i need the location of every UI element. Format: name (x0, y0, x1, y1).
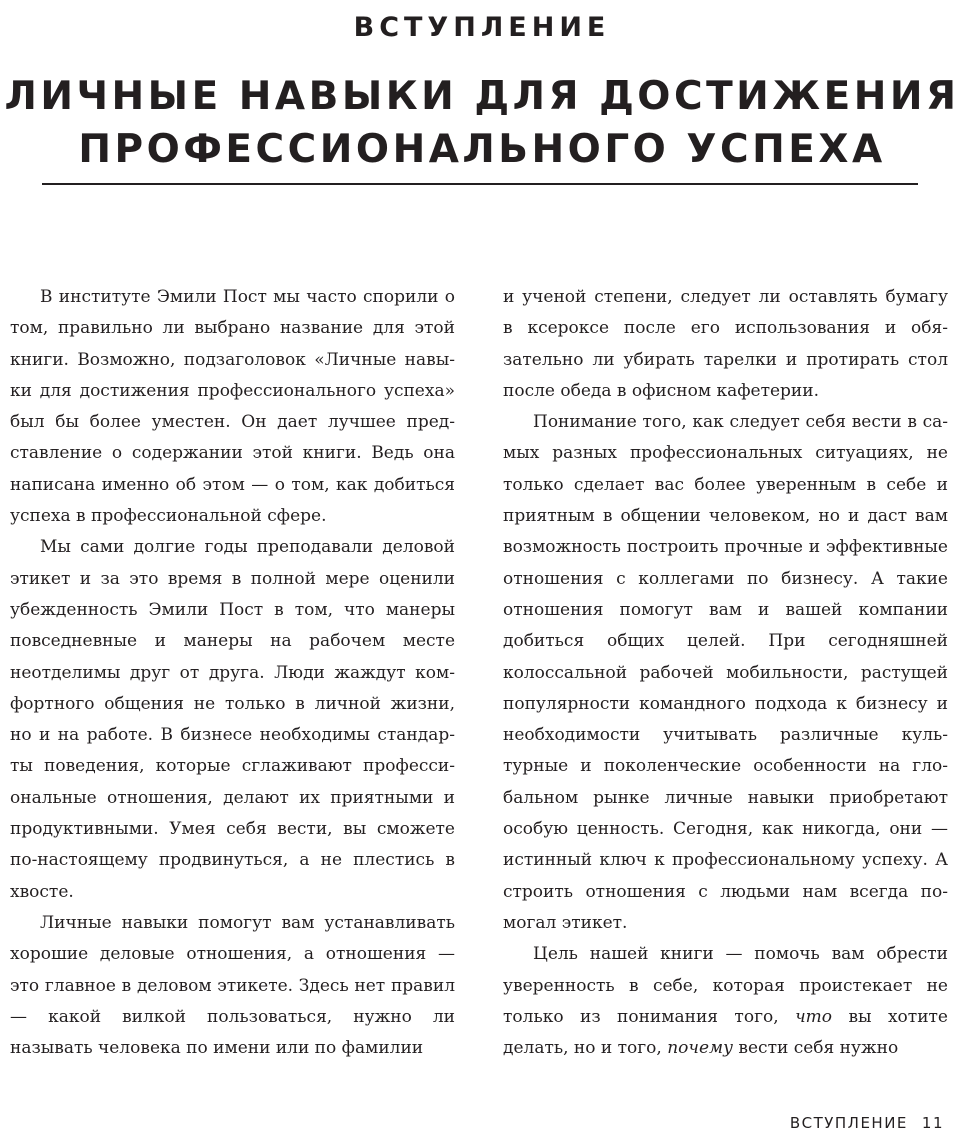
emphasis-why: почему (667, 1038, 734, 1059)
text-run: вести себя нужно (738, 1038, 899, 1059)
right-column (503, 282, 948, 1064)
running-head: ВСТУПЛЕНИЕ (789, 1114, 908, 1132)
paragraph: Личные навыки помогут вам устанавливать хорошие деловые отношения, а отношения — это главное в деловом этикете. Здесь нет правил — какой вилкой пользоваться, нужно ли называть человека по имени или по фамилии (10, 912, 455, 1059)
text-run: вы хотите делать, но и того, (503, 1006, 948, 1059)
page-footer (790, 1113, 944, 1133)
page-title (0, 70, 964, 176)
paragraph-continuation: и ученой степени, следует ли оставлять бумагу в ксероксе после его использования и обязательно ли убирать тарелки и протирать стол после обеда в офисном кафетерии. (503, 287, 948, 401)
paragraph (503, 939, 948, 1064)
emphasis-what: что (795, 1006, 832, 1027)
section-label: ВСТУПЛЕНИЕ (353, 12, 611, 43)
title-line-1: ЛИЧНЫЕ НАВЫКИ ДЛЯ ДОСТИЖЕНИЯ (4, 74, 960, 119)
paragraph: Понимание того, как следует себя вести в самых разных профессиональных ситуациях, не только сделает вас более уверенным в себе и приятным в общении человеком, но и даст вам возможность построить прочные и эффективные отношения с коллегами по бизнесу. А такие отношения помогут вам и вашей компании добиться общих целей. При сегодняшней колоссальной рабочей мобильности, растущей популярности командного подхода к бизнесу и необходимости учитывать различные культурные и поколенческие особенности на глобальном рынке личные навыки приобретают особую ценность. Сегодня, как никогда, они — истинный ключ к профессиональному успеху. А строить отношения с людьми нам всегда помогал этикет. (503, 412, 948, 933)
text-run: Цель нашей книги — помочь вам обрести уверенность в себе, которая проистекает не только из понимания того, (503, 944, 948, 1027)
title-underline (42, 183, 918, 185)
paragraph: Мы сами долгие годы преподавали деловой этикет и за это время в полной мере оценили убежденность Эмили Пост в том, что манеры повседневные и манеры на рабочем месте неотделимы друг от друга. Люди жаждут комфортного общения не только в личной жизни, но и на работе. В бизнесе необходимы стандарты поведения, которые сглаживают профессиональные отношения, делают их приятными и продуктивными. Умея себя вести, вы сможете по-настоящему продвинуться, а не плестись в хвосте. (10, 537, 455, 902)
paragraph: В институте Эмили Пост мы часто спорили о том, правильно ли выбрано название для этой книги. Возможно, подзаголовок «Личные навыки для достижения профессионального успеха» был бы более уместен. Он дает лучшее представление о содержании этой книги. Ведь она написана именно об этом — о том, как добиться успеха в профессиональной сфере. (10, 287, 455, 527)
page-number: 11 (921, 1114, 944, 1132)
left-column (10, 282, 455, 1064)
title-line-2: ПРОФЕССИОНАЛЬНОГО УСПЕХА (78, 127, 886, 172)
